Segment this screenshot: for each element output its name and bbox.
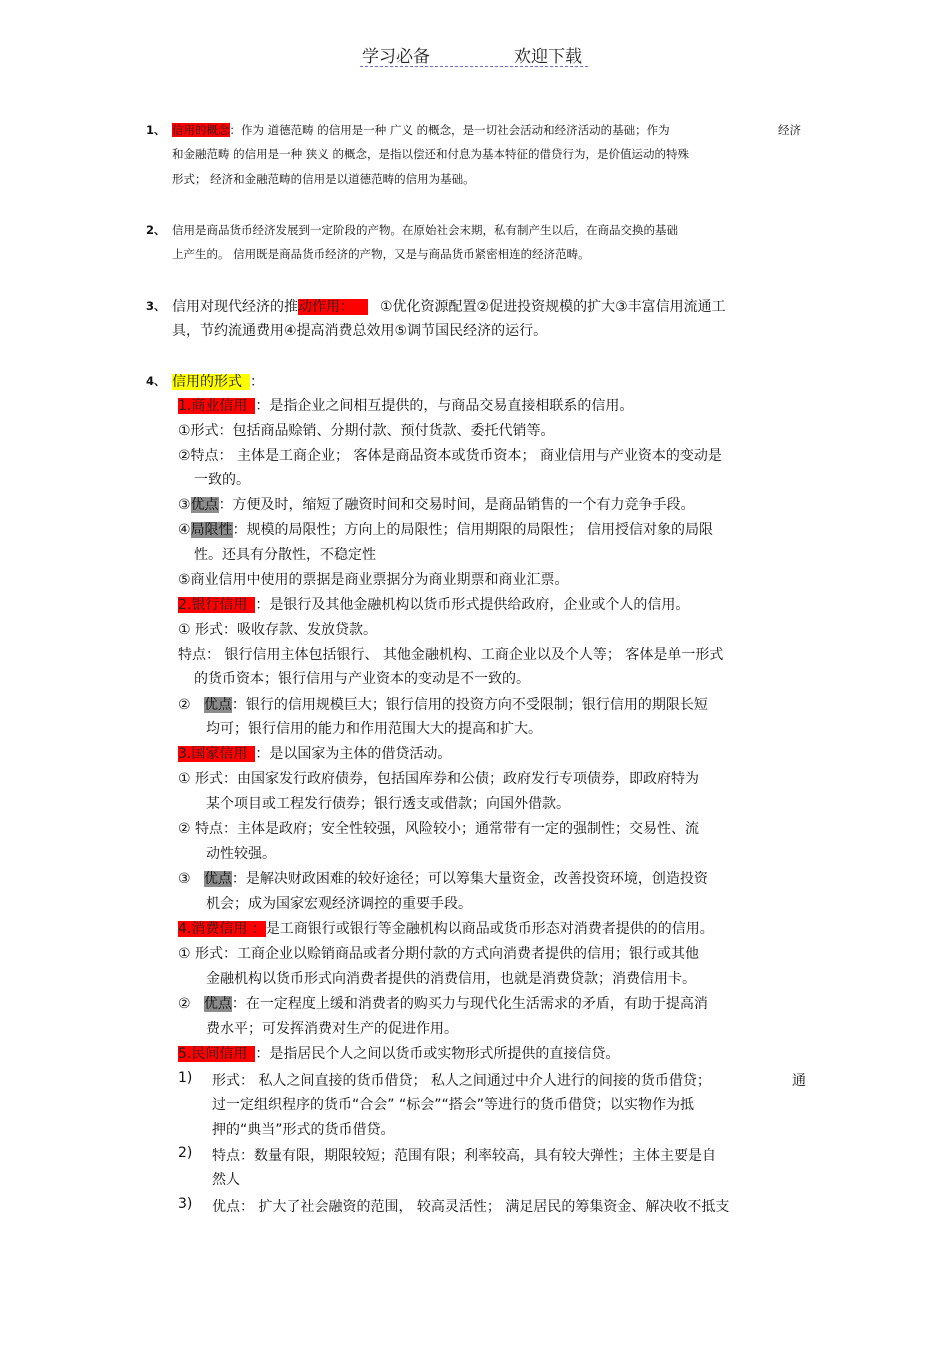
- section-1-line-1: [172, 122, 670, 138]
- private-credit-form-3: 押的“典当”形式的货币借贷。: [212, 1122, 395, 1138]
- private-credit-features-2: 然人: [212, 1172, 240, 1188]
- section-4-number: 4、: [146, 374, 166, 388]
- section-2-line-2: 上产生的。 信用既是商品货币经济的产物，又是与商品货币紧密相连的经济范畴。: [172, 247, 590, 261]
- state-credit-features-1: ② 特点：主体是政府；安全性较强，风险较小；通常带有一定的强制性；交易性、流: [178, 821, 699, 837]
- state-credit-features-2: 动性较强。: [206, 846, 276, 862]
- state-credit-advantage-2: 机会；成为国家宏观经济调控的重要手段。: [206, 896, 472, 912]
- section-2-line-1: 信用是商品货币经济发展到一定阶段的产物。在原始社会末期，私有制产生以后，在商品交换的基础: [172, 223, 678, 237]
- section-1-number: 1、: [146, 123, 166, 137]
- bank-credit-definition: ：是银行及其他金融机构以货币形式提供给政府，企业或个人的信用。: [255, 597, 690, 613]
- commercial-credit-heading: [178, 395, 633, 415]
- commercial-credit-advantage-label: 优点: [190, 497, 219, 513]
- state-credit-form-1: ① 形式：由国家发行政府债券，包括国库券和公债；政府发行专项债券，即政府特为: [178, 771, 699, 787]
- private-credit-features-1: 特点：数量有限，期限较短；范围有限；利率较高，具有较大弹性；主体主要是自: [212, 1148, 716, 1164]
- consumer-credit-heading: [178, 918, 714, 938]
- state-credit-advantage-text: ：是解决财政困难的较好途径；可以筹集大量资金，改善投资环境，创造投资: [231, 871, 708, 887]
- section-1-line-3: 形式； 经济和金融范畴的信用是以道德范畴的信用为基础。: [172, 172, 475, 186]
- section-3-number: 3、: [146, 299, 166, 313]
- private-credit-form-marker: 1): [178, 1070, 193, 1086]
- section-3-line-2: 具，节约流通费用④提高消费总效用⑤调节国民经济的运行。: [172, 323, 548, 339]
- commercial-credit-bills: ⑤商业信用中使用的票据是商业票据分为商业期票和商业汇票。: [178, 572, 569, 588]
- consumer-credit-advantage-2: 费水平；可发挥消费对生产的促进作用。: [206, 1021, 458, 1037]
- private-credit-features-marker: 2): [178, 1145, 193, 1161]
- state-credit-heading: [178, 743, 451, 763]
- bank-credit-advantage-2: 均可；银行信用的能力和作用范围大大的提高和扩大。: [206, 721, 542, 737]
- list-marker: ②: [178, 697, 204, 713]
- private-credit-form-1-tail: 通: [792, 1073, 806, 1089]
- commercial-credit-definition: ：是指企业之间相互提供的，与商品交易直接相联系的信用。: [255, 398, 634, 414]
- list-marker: ③: [178, 497, 191, 513]
- private-credit-heading: [178, 1043, 619, 1063]
- bank-credit-advantage-label: 优点: [203, 697, 232, 713]
- state-credit-label: 3.国家信用: [178, 746, 255, 762]
- section-2-number: 2、: [146, 223, 166, 237]
- bank-credit-form: ① 形式：吸收存款、发放贷款。: [178, 622, 378, 638]
- commercial-credit-features-2: 一致的。: [194, 472, 250, 488]
- commercial-credit-limitation-1: [178, 519, 713, 539]
- section-1-line-2: 和金融范畴 的信用是一种 狭义 的概念，是指以偿还和付息为基本特征的借贷行为，是价值运动的特殊: [172, 147, 689, 161]
- consumer-credit-advantage-1: [178, 993, 708, 1013]
- bank-credit-features-1: 特点： 银行信用主体包括银行、 其他金融机构、工商企业以及个人等； 客体是单一形式: [178, 647, 724, 663]
- consumer-credit-label: 4.消费信用 ：: [178, 921, 266, 937]
- commercial-credit-label: 1.商业信用: [178, 398, 255, 414]
- commercial-credit-features-1: ②特点： 主体是工商企业； 客体是商品资本或货币资本； 商业信用与产业资本的变动是: [178, 448, 722, 464]
- bank-credit-heading: [178, 594, 689, 614]
- section-3-pre: 信用对现代经济的推: [172, 299, 298, 315]
- commercial-credit-limitation-text: ：规模的局限性；方向上的局限性；信用期限的局限性； 信用授信对象的局限: [232, 522, 714, 538]
- section-3-highlight: 动作用：: [298, 299, 368, 315]
- state-credit-form-2: 某个项目或工程发行债券；银行透支或借款；向国外借款。: [206, 796, 570, 812]
- private-credit-label: 5.民间信用: [178, 1046, 255, 1062]
- section-3-rest: ①优化资源配置②促进投资规模的扩大③丰富信用流通工: [380, 299, 726, 315]
- commercial-credit-advantage-text: ：方便及时，缩短了融资时间和交易时间，是商品销售的一个有力竞争手段。: [218, 497, 695, 513]
- private-credit-form-1: 形式： 私人之间直接的货币借贷； 私人之间通过中介人进行的间接的货币借贷；: [212, 1073, 711, 1089]
- section-1-line-1-text: ：作为 道德范畴 的信用是一种 广义 的概念，是一切社会活动和经济活动的基础；作为: [229, 123, 670, 137]
- commercial-credit-advantage: [178, 494, 695, 514]
- commercial-credit-limitation-2: 性。还具有分散性，不稳定性: [194, 547, 376, 563]
- commercial-credit-limitation-label: 局限性: [190, 522, 233, 538]
- state-credit-advantage-label: 优点: [203, 871, 232, 887]
- state-credit-definition: ：是以国家为主体的借贷活动。: [255, 746, 452, 762]
- private-credit-definition: ：是指居民个人之间以货币或实物形式所提供的直接信贷。: [255, 1046, 620, 1062]
- section-1-line-1-tail: 经济: [778, 123, 801, 137]
- consumer-credit-advantage-text: ：在一定程度上缓和消费者的购买力与现代化生活需求的矛盾，有助于提高消: [231, 996, 708, 1012]
- section-4-highlight: 信用的形式: [172, 374, 250, 390]
- page-header: [360, 40, 588, 67]
- bank-credit-label: 2.银行信用: [178, 597, 255, 613]
- section-3-line-1: [172, 296, 726, 316]
- private-credit-form-2: 过一定组织程序的货币“合会” “标会”“搭会”等进行的货币借贷；以实物作为抵: [212, 1097, 694, 1113]
- consumer-credit-definition: 是工商银行或银行等金融机构以商品或货币形态对消费者提供的的信用。: [265, 921, 714, 937]
- state-credit-advantage-1: [178, 868, 708, 888]
- section-4-title: [172, 371, 264, 391]
- consumer-credit-form-2: 金融机构以货币形式向消费者提供的消费信用，也就是消费贷款；消费信用卡。: [206, 971, 696, 987]
- commercial-credit-form: ①形式：包括商品赊销、分期付款、预付货款、委托代销等。: [178, 423, 555, 439]
- list-marker: ③: [178, 871, 204, 887]
- bank-credit-advantage-text: ：银行的信用规模巨大；银行信用的投资方向不受限制；银行信用的期限长短: [231, 697, 708, 713]
- section-4-colon: ：: [250, 374, 264, 390]
- private-credit-advantage-marker: 3): [178, 1196, 193, 1212]
- header-left: 学习必备: [362, 47, 430, 67]
- consumer-credit-advantage-label: 优点: [203, 996, 232, 1012]
- section-1-highlight: 信用的概念: [172, 123, 230, 137]
- list-marker: ②: [178, 996, 204, 1012]
- bank-credit-features-2: 的货币资本；银行信用与产业资本的变动是不一致的。: [194, 671, 530, 687]
- list-marker: ④: [178, 522, 191, 538]
- consumer-credit-form-1: ① 形式：工商企业以赊销商品或者分期付款的方式向消费者提供的信用；银行或其他: [178, 946, 699, 962]
- header-right: 欢迎下载: [514, 47, 582, 67]
- private-credit-advantage: 优点： 扩大了社会融资的范围， 较高灵活性； 满足居民的筹集资金、解决收不抵支: [212, 1199, 730, 1215]
- bank-credit-advantage-1: [178, 694, 708, 714]
